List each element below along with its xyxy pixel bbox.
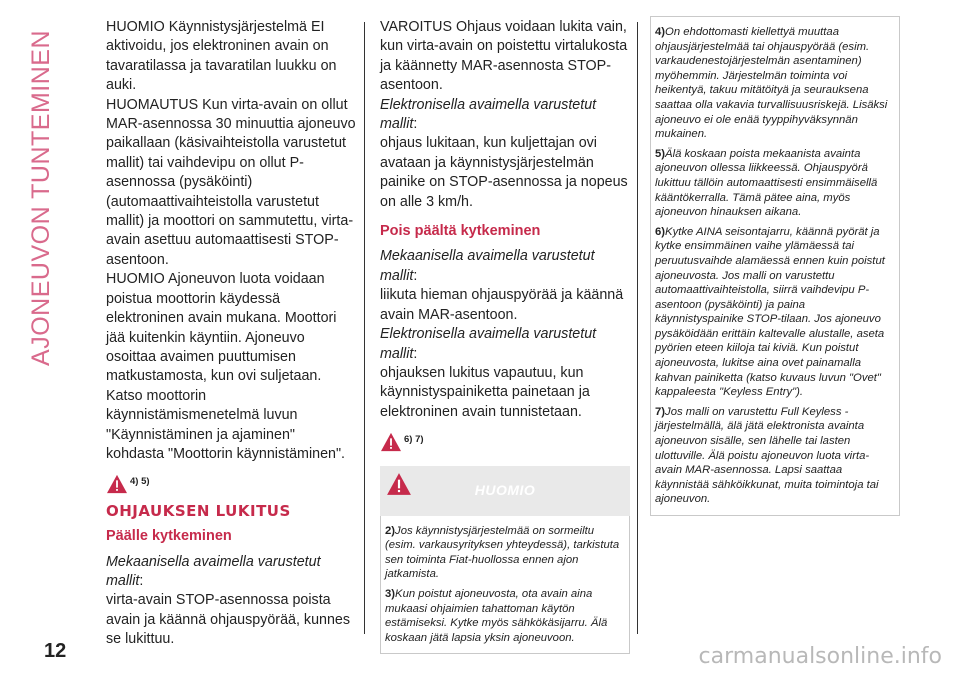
elec-label: Elektronisella avaimella varustetut mallit [380,96,597,133]
note-box [650,16,900,516]
sub-heading: Päälle kytkeminen [106,528,232,545]
warning-reference [106,472,356,493]
page-number: 12 [44,640,67,662]
note-text: On ehdottomasti kiellettyä muuttaa ohjausjärjestelmää tai ohjauspyörää (esim. varkaudenestojärjestelmän asentaminen) myöhemmin. Järjestelmän toiminta voi heikentyä, takuu mitätöityä ja seurauksena saattaa olla vakavia turvallisuusriskejä. Lisäksi ajoneuvo ei ole enää tyyppihyväksynnän mukainen. [655,26,888,141]
elec-label: Elektronisella avaimella varustetut mallit [380,326,597,362]
sub-heading: Pois päältä kytkeminen [380,223,541,240]
note-num: 5) [655,147,666,160]
note [655,25,893,142]
paragraph: Elektronisella avaimella varustetut mallit: [380,96,597,133]
paragraph: Elektronisella avaimella varustetut mallit: [380,326,597,362]
column-divider [637,22,638,634]
note-box [380,516,630,655]
watermark: carmanualsonline.info [698,644,942,669]
note-text: Jos malli on varustettu Full Keyless -järjestelmällä, älä jätä elektronista avainta ajoneuvon sisälle, sen lähelle tai lasten ulottuville. Älä poistu ajoneuvon luota virta-avain MAR-asennossa. Lapsi saattaa käynnistää sähköikkunat, muita toimintoja tai ajoneuvon. [655,405,879,506]
note-num: 6) [655,225,666,238]
note-num: 3) [385,587,396,600]
note-text: Kun poistut ajoneuvosta, ota avain aina mukaasi ohjaimien tahattoman käytön estämiseksi. Kytke myös sähkökäsijarru. Älä koskaan jätä lapsia yksin ajoneuvoon. [385,587,608,644]
section-heading: OHJAUKSEN LUKITUS [106,501,291,520]
side-title [6,30,76,390]
paragraph: Katso moottorin käynnistämismenetelmä luvun "Käynnistäminen ja ajaminen" kohdasta "Moottorin käynnistäminen". [106,387,346,462]
mech-label: Mekaanisella avaimella varustetut mallit [106,553,321,589]
note-text: Jos käynnistysjärjestelmää on sormeiltu (esim. varkausyrityksen yhteydessä), tarkistuta sen toiminta Fiat-huollossa ennen ajon jatkamista. [385,524,620,581]
paragraph: HUOMAUTUS Kun virta-avain on ollut MAR-asennossa 30 minuuttia ajoneuvo paikallaan (käsivaihteistolla varustetut mallit) tai vaihdevipu on ollut P-asennossa (pysäköinti) (automaattivaihteistolla varustetut mallit) ja moottori on sammutettu, virta-avain asettuu automaattisesti STOP-asentoon. [106,96,356,268]
paragraph: HUOMIO Käynnistysjärjestelmä EI aktivoidu, jos elektroninen avain on tavaratilassa ja tavaratilan luukku on auki. [106,19,337,94]
warning-triangle-icon [380,432,402,452]
paragraph: liikuta hieman ohjauspyörää ja käännä avain MAR-asentoon. [380,287,624,323]
warning-refs: 4) 5) [130,476,150,488]
warning-reference [380,430,630,451]
column-3 [650,16,900,516]
note [655,147,893,220]
note [385,524,623,582]
mech-label: Mekaanisella avaimella varustetut mallit [380,248,595,284]
warning-triangle-icon [106,474,128,494]
note [385,587,623,645]
paragraph: Mekaanisella avaimella varustetut mallit: [380,248,595,284]
banner-label: HUOMIO [474,481,536,498]
paragraph: virta-avain STOP-asennossa poista avain ja käännä ohjauspyörää, kunnes se lukittuu. [106,592,351,648]
warning-triangle-icon [386,472,412,496]
paragraph: VAROITUS Ohjaus voidaan lukita vain, kun virta-avain on poistettu virtalukosta ja käännetty MAR-asennosta STOP-asentoon. [380,19,628,94]
note-num: 4) [655,26,666,38]
note-text: Älä koskaan poista mekaanista avainta ajoneuvon ollessa liikkeessä. Ohjauspyörä lukittuu tällöin automaattisesti ensimmäisellä kääntökerralla. Tämä pätee aina, myös ajoneuvon hinauksen aikana. [655,147,878,219]
column-1 [106,18,356,650]
note-num: 2) [385,524,396,537]
note [655,225,893,400]
note-num: 7) [655,405,666,418]
paragraph: ohjaus lukitaan, kun kuljettajan ovi avataan ja käynnistysjärjestelmän painike on STOP-asennossa ja nopeus on alle 3 km/h. [380,135,628,210]
note-text: Kytke AINA seisontajarru, käännä pyörät ja kytke ensimmäinen vaihe ylämäessä tai peruutusvaihde alamäessä ennen kuin poistut ajoneuvosta. Jos malli on varustettu automaattivaihteistolla, siirrä vaihdevipu P-asentoon (pysäköinti) ja paina käynnistyspainike STOP-tilaan. Jos ajoneuvo pysäköidään erittäin kaltevalle alustalle, aseta pyörien eteen kiiloja tai kiviä. Kun poistut ajoneuvosta, lukitse aina ovet painamalla kahvan painiketta (katso kuvaus luvun "Ovet" kappaleesta "Keyless Entry"). [655,225,885,399]
warning-refs: 6) 7) [404,434,424,446]
paragraph: ohjauksen lukitus vapautuu, kun käynnistyspainiketta painetaan ja elektroninen avain tunnistetaan. [380,364,590,420]
paragraph: Mekaanisella avaimella varustetut mallit: [106,553,321,589]
column-divider [364,22,365,634]
side-title-text: AJONEUVON TUNTEMINEN [26,30,55,366]
paragraph: HUOMIO Ajoneuvon luota voidaan poistua moottorin käydessä elektroninen avain mukana. Moottori jää kuitenkin käyntiin. Ajoneuvo osoittaa avaimen puuttumisen matkustamosta, kun ovi suljetaan. [106,271,337,385]
note [655,405,893,507]
column-2 [380,18,630,654]
huomio-banner [380,466,630,516]
